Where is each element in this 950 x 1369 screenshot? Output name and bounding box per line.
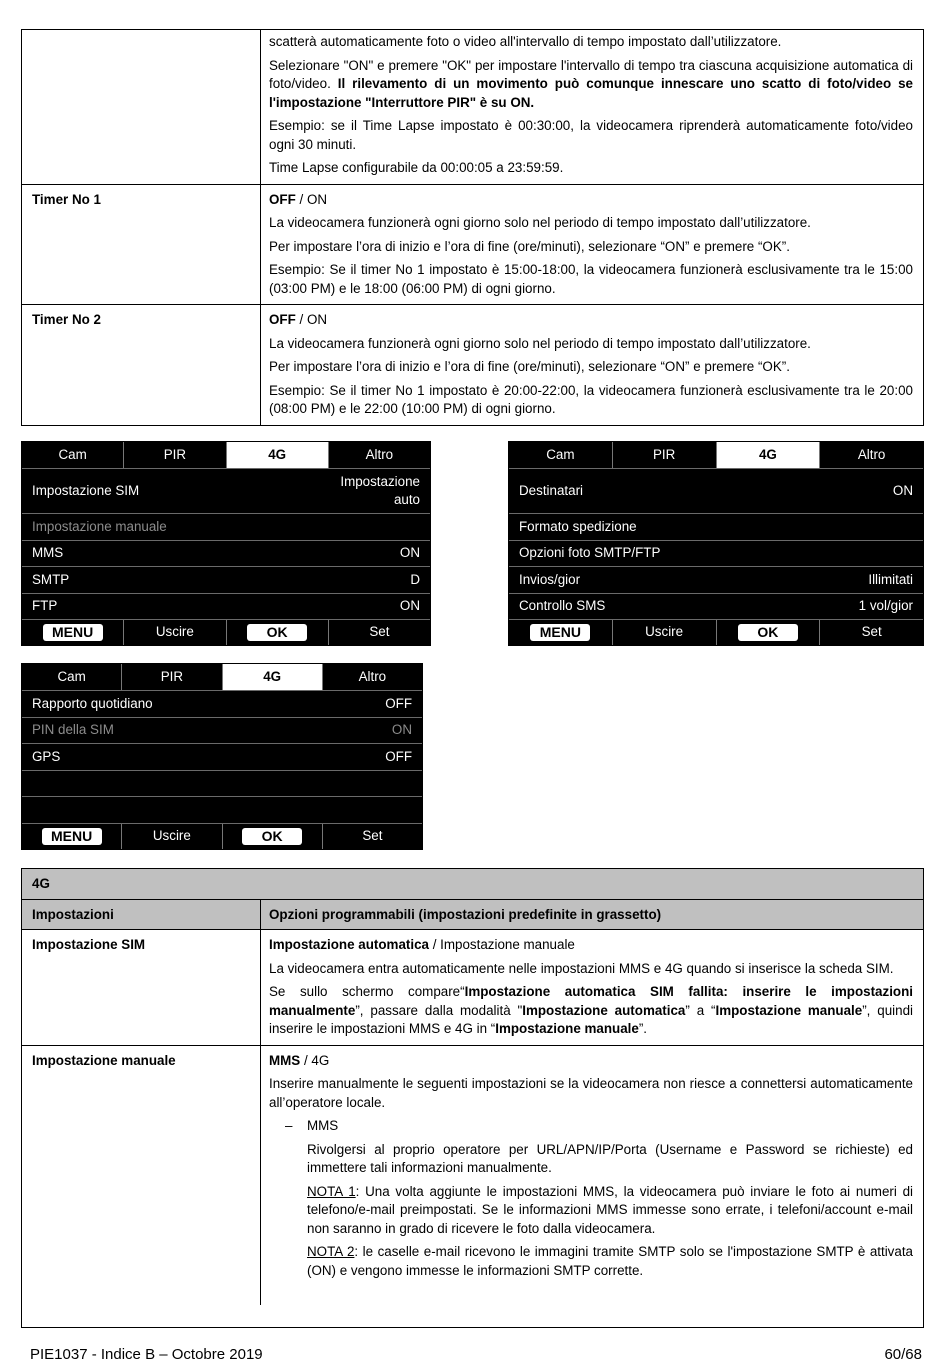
row-timer-1: [22, 184, 923, 305]
menu-item-ftp[interactable]: [22, 593, 430, 620]
cell-options: [261, 930, 923, 1045]
timer-2-example: Esempio: Se il timer No 1 impostato è 20:00-22:00, la videocamera funzionerà esclusivamente tra le 20:00 (08:00 PM) e le 22:00 (10:00 PM) di ogni giorno.: [269, 382, 913, 416]
manual-options: MMS / 4G: [269, 1052, 330, 1068]
menu-item-label: Rapporto quotidiano: [32, 695, 153, 711]
menu-key[interactable]: MENU: [42, 828, 102, 845]
camera-menu-4g-page-3: [21, 663, 423, 850]
tab-cam[interactable]: Cam: [22, 664, 122, 690]
page-footer: [30, 1346, 922, 1365]
menu-item-label: Opzioni foto SMTP/FTP: [519, 545, 661, 560]
manual-nota-2: NOTA 2: le caselle e-mail ricevono le immagini tramite SMTP solo se l'impostazione SMTP è attivata (ON) e vengono immesse le informazioni SMTP corrette.: [307, 1244, 913, 1278]
sim-label: Impostazione SIM: [22, 930, 261, 1045]
cell-options: [261, 185, 923, 305]
ok-key-cell[interactable]: [717, 620, 821, 645]
sim-text-2: Se sullo schermo compare“Impostazione automatica SIM fallita: inserire le impostazioni manualmente”, passare dalla modalità "Impostazione automatica” a “Impostazione manuale”, quindi inserire le impostazioni MMS e 4G in “Impostazione manuale”.: [269, 984, 914, 1036]
set-label: Set: [369, 624, 390, 640]
tab-cam[interactable]: Cam: [22, 442, 124, 468]
menu-item-label: Controllo SMS: [519, 598, 606, 613]
menu-item-value: ON: [399, 598, 420, 613]
tab-4g[interactable]: 4G: [227, 442, 329, 468]
row-impostazione-manuale: [22, 1045, 923, 1305]
timelapse-text-2: Selezionare "ON" e premere "OK" per impostare l'intervallo di tempo tra ciascuna acquisizione automatica di foto/video. Il rilevamento di un movimento può comunque innescare uno scatto di foto/video se l'impostazione "Interruttore PIR" è su ON.: [269, 57, 913, 110]
header-opzioni: Opzioni programmabili (impostazioni predefinite in grassetto): [269, 907, 662, 922]
timelapse-range: Time Lapse configurabile da 00:00:05 a 23:59:59.: [269, 160, 564, 175]
menu-item-label: FTP: [32, 598, 58, 613]
menu-key[interactable]: MENU: [43, 624, 103, 641]
row-impostazione-sim: [22, 929, 923, 1045]
manual-label: Impostazione manuale: [22, 1046, 261, 1305]
manual-text-2: Rivolgersi al proprio operatore per URL/APN/IP/Porta (Username e Password se richieste) ed immettere tali informazioni manualmente.: [307, 1141, 913, 1175]
timer-1-example: Esempio: Se il timer No 1 impostato è 15:00-18:00, la videocamera funzionerà esclusivamente tra le 15:00 (03:00 PM) e le 18:00 (06:00 PM) di ogni giorno.: [269, 262, 913, 296]
cell-label: [22, 30, 261, 184]
menu-item-label: GPS: [32, 748, 61, 764]
cell-options: [261, 305, 923, 425]
set-label: Set: [362, 827, 383, 843]
camera-menu-4g-page-2: [508, 441, 924, 646]
settings-table-4g: [21, 868, 924, 1328]
menu-item-value: 1 vol/gior: [858, 598, 913, 613]
menu-item-label: MMS: [32, 545, 64, 560]
menu-item-value: ON: [399, 545, 420, 560]
row-timer-2: [22, 304, 923, 425]
timer-2-options: OFF / ON: [269, 312, 328, 327]
tab-pir[interactable]: PIR: [613, 442, 717, 468]
timer-1-label: Timer No 1: [22, 185, 261, 305]
manual-text-1: Inserire manualmente le seguenti impostazioni se la videocamera non riesce a connettersi automaticamente all’operatore locale.: [269, 1076, 913, 1110]
exit-label: Uscire: [124, 620, 226, 645]
timer-2-label: Timer No 2: [22, 305, 261, 425]
menu-item-value: Impostazione auto: [340, 473, 420, 507]
menu-item-controllo-sms[interactable]: [509, 593, 923, 620]
tab-pir[interactable]: PIR: [124, 442, 226, 468]
menu-item-empty: [22, 796, 422, 823]
row-timelapse: [22, 30, 923, 184]
timer-1-options: OFF / ON: [269, 191, 328, 207]
menu-key-cell[interactable]: [22, 620, 124, 645]
menu-key-cell[interactable]: [22, 824, 122, 849]
tab-4g[interactable]: 4G: [223, 664, 323, 690]
sim-options: Impostazione automatica / Impostazione manuale: [269, 937, 575, 952]
menu-item-label: Destinatari: [519, 482, 584, 498]
ok-key-cell[interactable]: [227, 620, 329, 645]
tab-altro[interactable]: Altro: [323, 664, 422, 690]
camera-menu-4g-page-1: [21, 441, 431, 646]
timer-1-text-1: La videocamera funzionerà ogni giorno solo nel periodo di tempo impostato dall’utilizzatore.: [269, 215, 811, 230]
menu-item-value: ON: [391, 722, 412, 737]
menu-tabs: [22, 664, 422, 690]
menu-item-impostazione-sim[interactable]: [22, 468, 430, 513]
timer-1-text-2: Per impostare l’ora di inizio e l’ora di fine (ore/minuti), selezionare “ON” e premere “OK”.: [269, 238, 790, 254]
menu-item-mms[interactable]: [22, 540, 430, 567]
menu-key[interactable]: MENU: [530, 624, 590, 641]
menu-item-invios-gior[interactable]: [509, 566, 923, 593]
manual-bullet-mms: – MMS: [269, 1117, 913, 1136]
ok-key[interactable]: OK: [738, 624, 798, 641]
menu-footer: [509, 619, 923, 645]
timer-2-text-1: La videocamera funzionerà ogni giorno solo nel periodo di tempo impostato dall’utilizzatore.: [269, 335, 811, 351]
menu-tabs: [22, 442, 430, 468]
manual-nota-1: NOTA 1: Una volta aggiunte le impostazioni MMS, la videocamera può inviare le foto ai numeri di telefono/e-mail preimpostati. Se le informazioni MMS immesse sono errate, i telefoni/account e-mail non saranno in grado di ricevere le foto dalla videocamera.: [307, 1183, 913, 1236]
menu-item-opzioni-foto[interactable]: [509, 540, 923, 567]
timelapse-example: Esempio: se il Time Lapse impostato è 00:30:00, la videocamera riprenderà automaticamente foto/video ogni 30 minuti.: [269, 118, 913, 152]
menu-item-value: OFF: [385, 748, 412, 764]
menu-item-value: D: [410, 571, 420, 587]
exit-label: Uscire: [122, 824, 222, 849]
menu-item-rapporto-quotidiano[interactable]: [22, 690, 422, 717]
tab-pir[interactable]: PIR: [122, 664, 222, 690]
timelapse-text-1: scatterà automaticamente foto o video all'intervallo di tempo impostato dall’utilizzatore.: [269, 34, 782, 49]
menu-item-value: ON: [892, 482, 913, 498]
column-header: [22, 899, 923, 929]
menu-item-label: SMTP: [32, 571, 70, 587]
menu-tabs: [509, 442, 923, 468]
menu-item-impostazione-manuale[interactable]: [22, 513, 430, 540]
tab-altro[interactable]: Altro: [820, 442, 923, 468]
section-title: 4G: [32, 876, 50, 891]
cell-options: [261, 1046, 923, 1305]
tab-4g[interactable]: 4G: [717, 442, 821, 468]
menu-item-value: Illimitati: [868, 571, 913, 587]
menu-item-empty: [22, 770, 422, 797]
menu-item-smtp[interactable]: [22, 566, 430, 593]
sim-text-1: La videocamera entra automaticamente nelle impostazioni MMS e 4G quando si inserisce la scheda SIM.: [269, 960, 894, 976]
menu-item-label: Invios/gior: [519, 571, 581, 587]
set-label: Set: [861, 624, 882, 640]
menu-item-value: OFF: [385, 695, 412, 711]
ok-key[interactable]: OK: [242, 828, 302, 845]
menu-footer: [22, 619, 430, 645]
menu-item-pin-sim[interactable]: [22, 717, 422, 744]
exit-label: Uscire: [613, 620, 717, 645]
menu-item-gps[interactable]: [22, 743, 422, 770]
ok-key-cell[interactable]: [223, 824, 323, 849]
menu-item-label: Impostazione SIM: [32, 482, 140, 498]
header-impostazioni: Impostazioni: [22, 900, 261, 929]
menu-item-destinatari[interactable]: [509, 468, 923, 513]
menu-item-label: Impostazione manuale: [32, 518, 167, 534]
tab-altro[interactable]: Altro: [329, 442, 430, 468]
menu-item-label: Formato spedizione: [519, 518, 637, 534]
menu-key-cell[interactable]: [509, 620, 613, 645]
timer-2-text-2: Per impostare l’ora di inizio e l’ora di fine (ore/minuti), selezionare “ON” e premere “OK”.: [269, 359, 790, 374]
cell-options: [261, 30, 923, 184]
page-number: 60/68: [884, 1346, 922, 1363]
menu-item-formato-spedizione[interactable]: [509, 513, 923, 540]
menu-item-label: PIN della SIM: [32, 722, 114, 737]
document-reference: PIE1037 - Indice B – Octobre 2019: [30, 1346, 263, 1363]
section-header: [22, 869, 923, 899]
tab-cam[interactable]: Cam: [509, 442, 613, 468]
settings-table-top: [21, 29, 924, 426]
ok-key[interactable]: OK: [247, 624, 307, 641]
menu-footer: [22, 823, 422, 849]
